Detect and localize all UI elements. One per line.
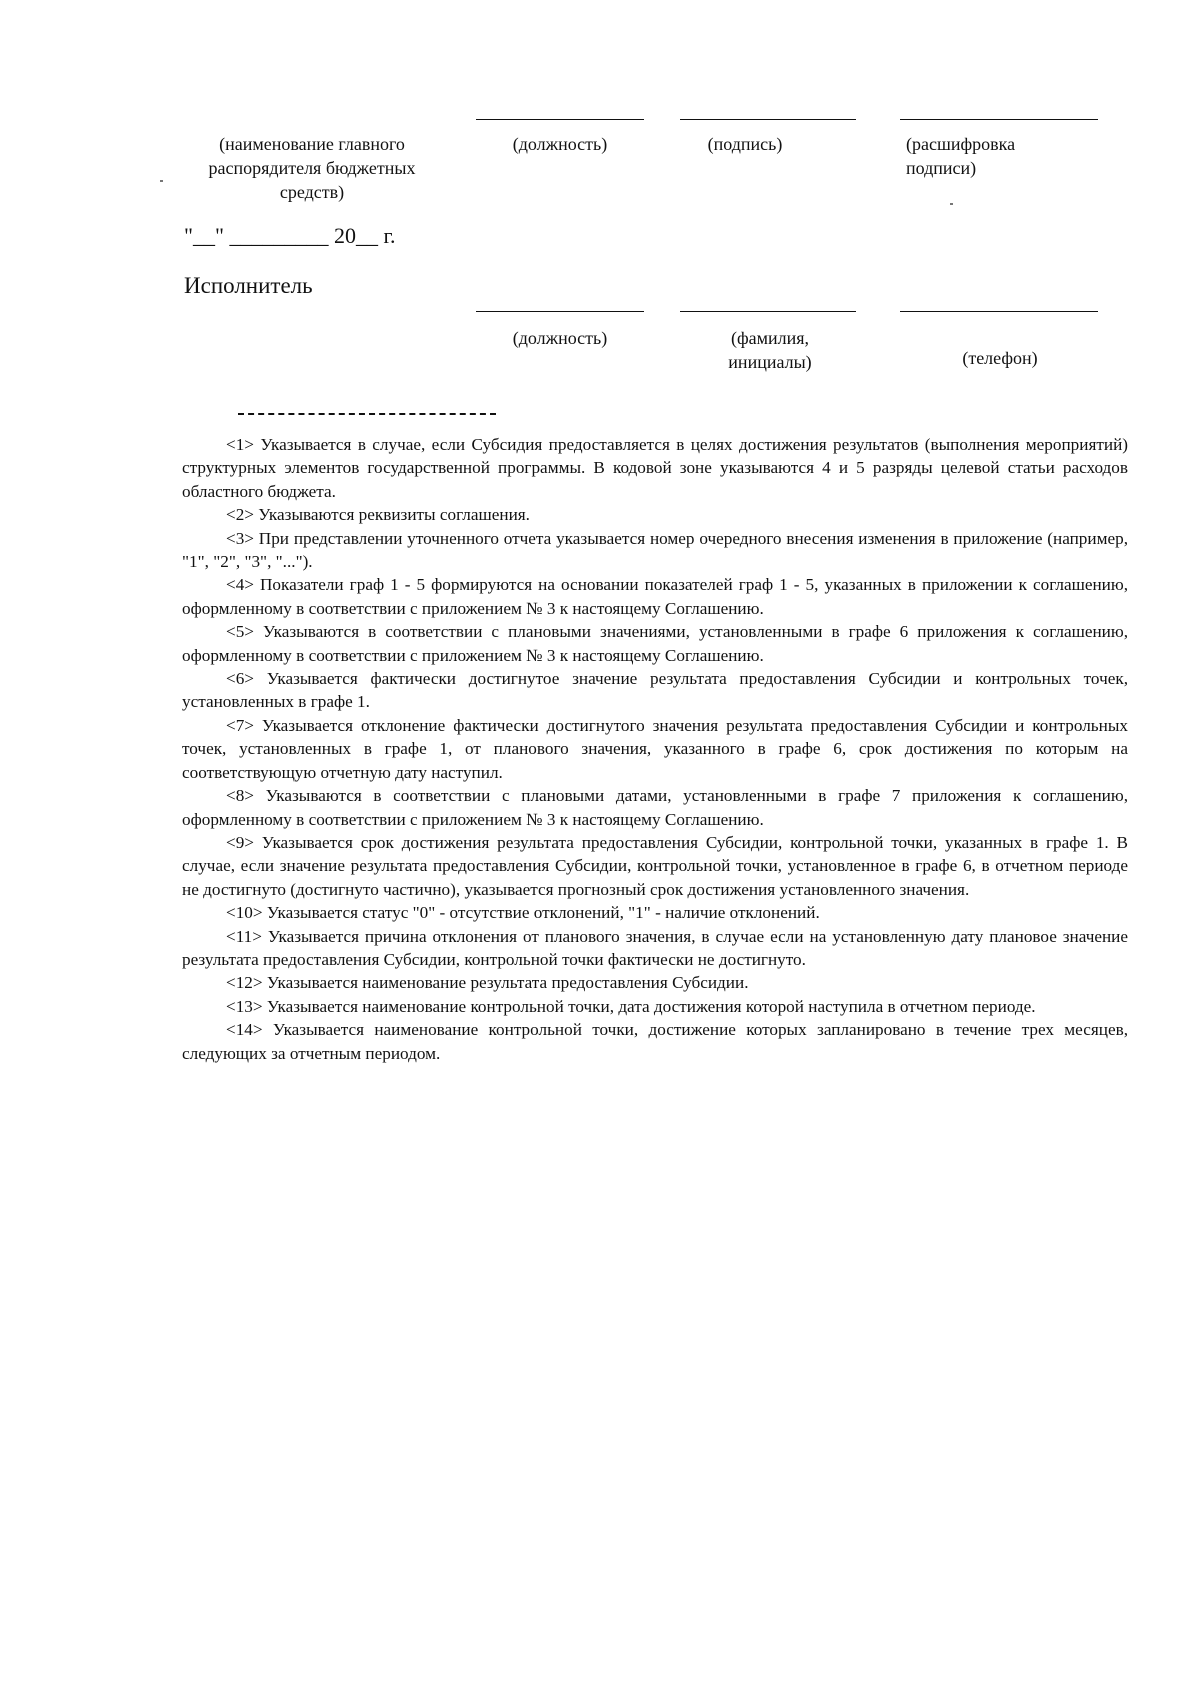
signature-line [680,119,856,120]
footnote-separator [238,413,496,415]
footnote-13: <13> Указывается наименование контрольной точки, дата достижения которой наступила в отчетном периоде. [226,996,1036,1016]
signature-caption: (подпись) [707,134,783,154]
footnote-11: <11> Указывается причина отклонения от планового значения, в случае если на установленную дату плановое значение результата предоставления Субсидии, контрольной точки фактически не достигнуто. [182,926,1128,969]
footnote-9: <9> Указывается срок достижения результата предоставления Субсидии, контрольной точки, указанных в графе 1. В случае, если значение результата предоставления Субсидии, контрольной точки, установленное в графе 6, в отчетном периоде не достигнуто (достигнуто частично), указывается прогнозный срок достижения установленного значения. [182,832,1128,899]
position-caption: (должность) [512,134,608,154]
footnote-5: <5> Указываются в соответствии с плановыми значениями, установленными в графе 6 приложения к соглашению, оформленному в соответствии с приложением № 3 к настоящему Соглашению. [182,622,1128,665]
date-line: "__" _________ 20__ г. [184,223,396,248]
footnote-4: <4> Показатели граф 1 - 5 формируются на основании показателей граф 1 - 5, указанных в приложении к соглашению, оформленному в соответствии с приложением № 3 к настоящему Соглашению. [182,575,1128,618]
decryption-caption: (расшифровка подписи) [906,134,1016,178]
scan-speck [160,180,163,182]
position-signature-line [476,119,644,120]
executor-phone-line [900,311,1098,312]
executor-position-caption: (должность) [512,328,608,348]
footnote-2: <2> Указываются реквизиты соглашения. [226,505,530,525]
org-caption: (наименование главного распорядителя бюджетных средств) [208,134,416,202]
decryption-signature-line [900,119,1098,120]
footnote-14: <14> Указывается наименование контрольной точки, достижение которых запланировано в течение трех месяцев, следующих за отчетным периодом. [182,1020,1128,1063]
executor-position-line [476,311,644,312]
executor-name-caption: (фамилия, инициалы) [728,328,812,372]
footnote-1: <1> Указывается в случае, если Субсидия предоставляется в целях достижения результатов (выполнения мероприятий) структурных элементов государственной программы. В кодовой зоне указываются 4 и 5 разряды целевой статьи расходов областного бюджета. [182,435,1128,501]
footnote-6: <6> Указывается фактически достигнутое значение результата предоставления Субсидии и контрольных точек, установленных в графе 1. [182,669,1128,712]
executor-name-line [680,311,856,312]
footnote-10: <10> Указывается статус "0" - отсутствие отклонений, "1" - наличие отклонений. [226,903,820,923]
scan-speck [950,203,953,205]
footnote-7: <7> Указывается отклонение фактически достигнутого значения результата предоставления Субсидии и контрольных точек, установленных в графе 1, от планового значения, указанного в графе 6, срок достижения по которым на соответствующую отчетную дату наступил. [182,715,1128,782]
footnote-12: <12> Указывается наименование результата предоставления Субсидии. [226,973,749,993]
footnotes [182,433,1128,1065]
executor-phone-caption: (телефон) [962,348,1038,368]
executor-label: Исполнитель [184,273,313,298]
footnote-8: <8> Указываются в соответствии с плановыми датами, установленными в графе 7 приложения к соглашению, оформленному в соответствии с приложением № 3 к настоящему Соглашению. [182,786,1128,829]
footnote-3: <3> При представлении уточненного отчета указывается номер очередного внесения изменения в приложение (например, "1", "2", "3", "..."). [182,528,1128,572]
